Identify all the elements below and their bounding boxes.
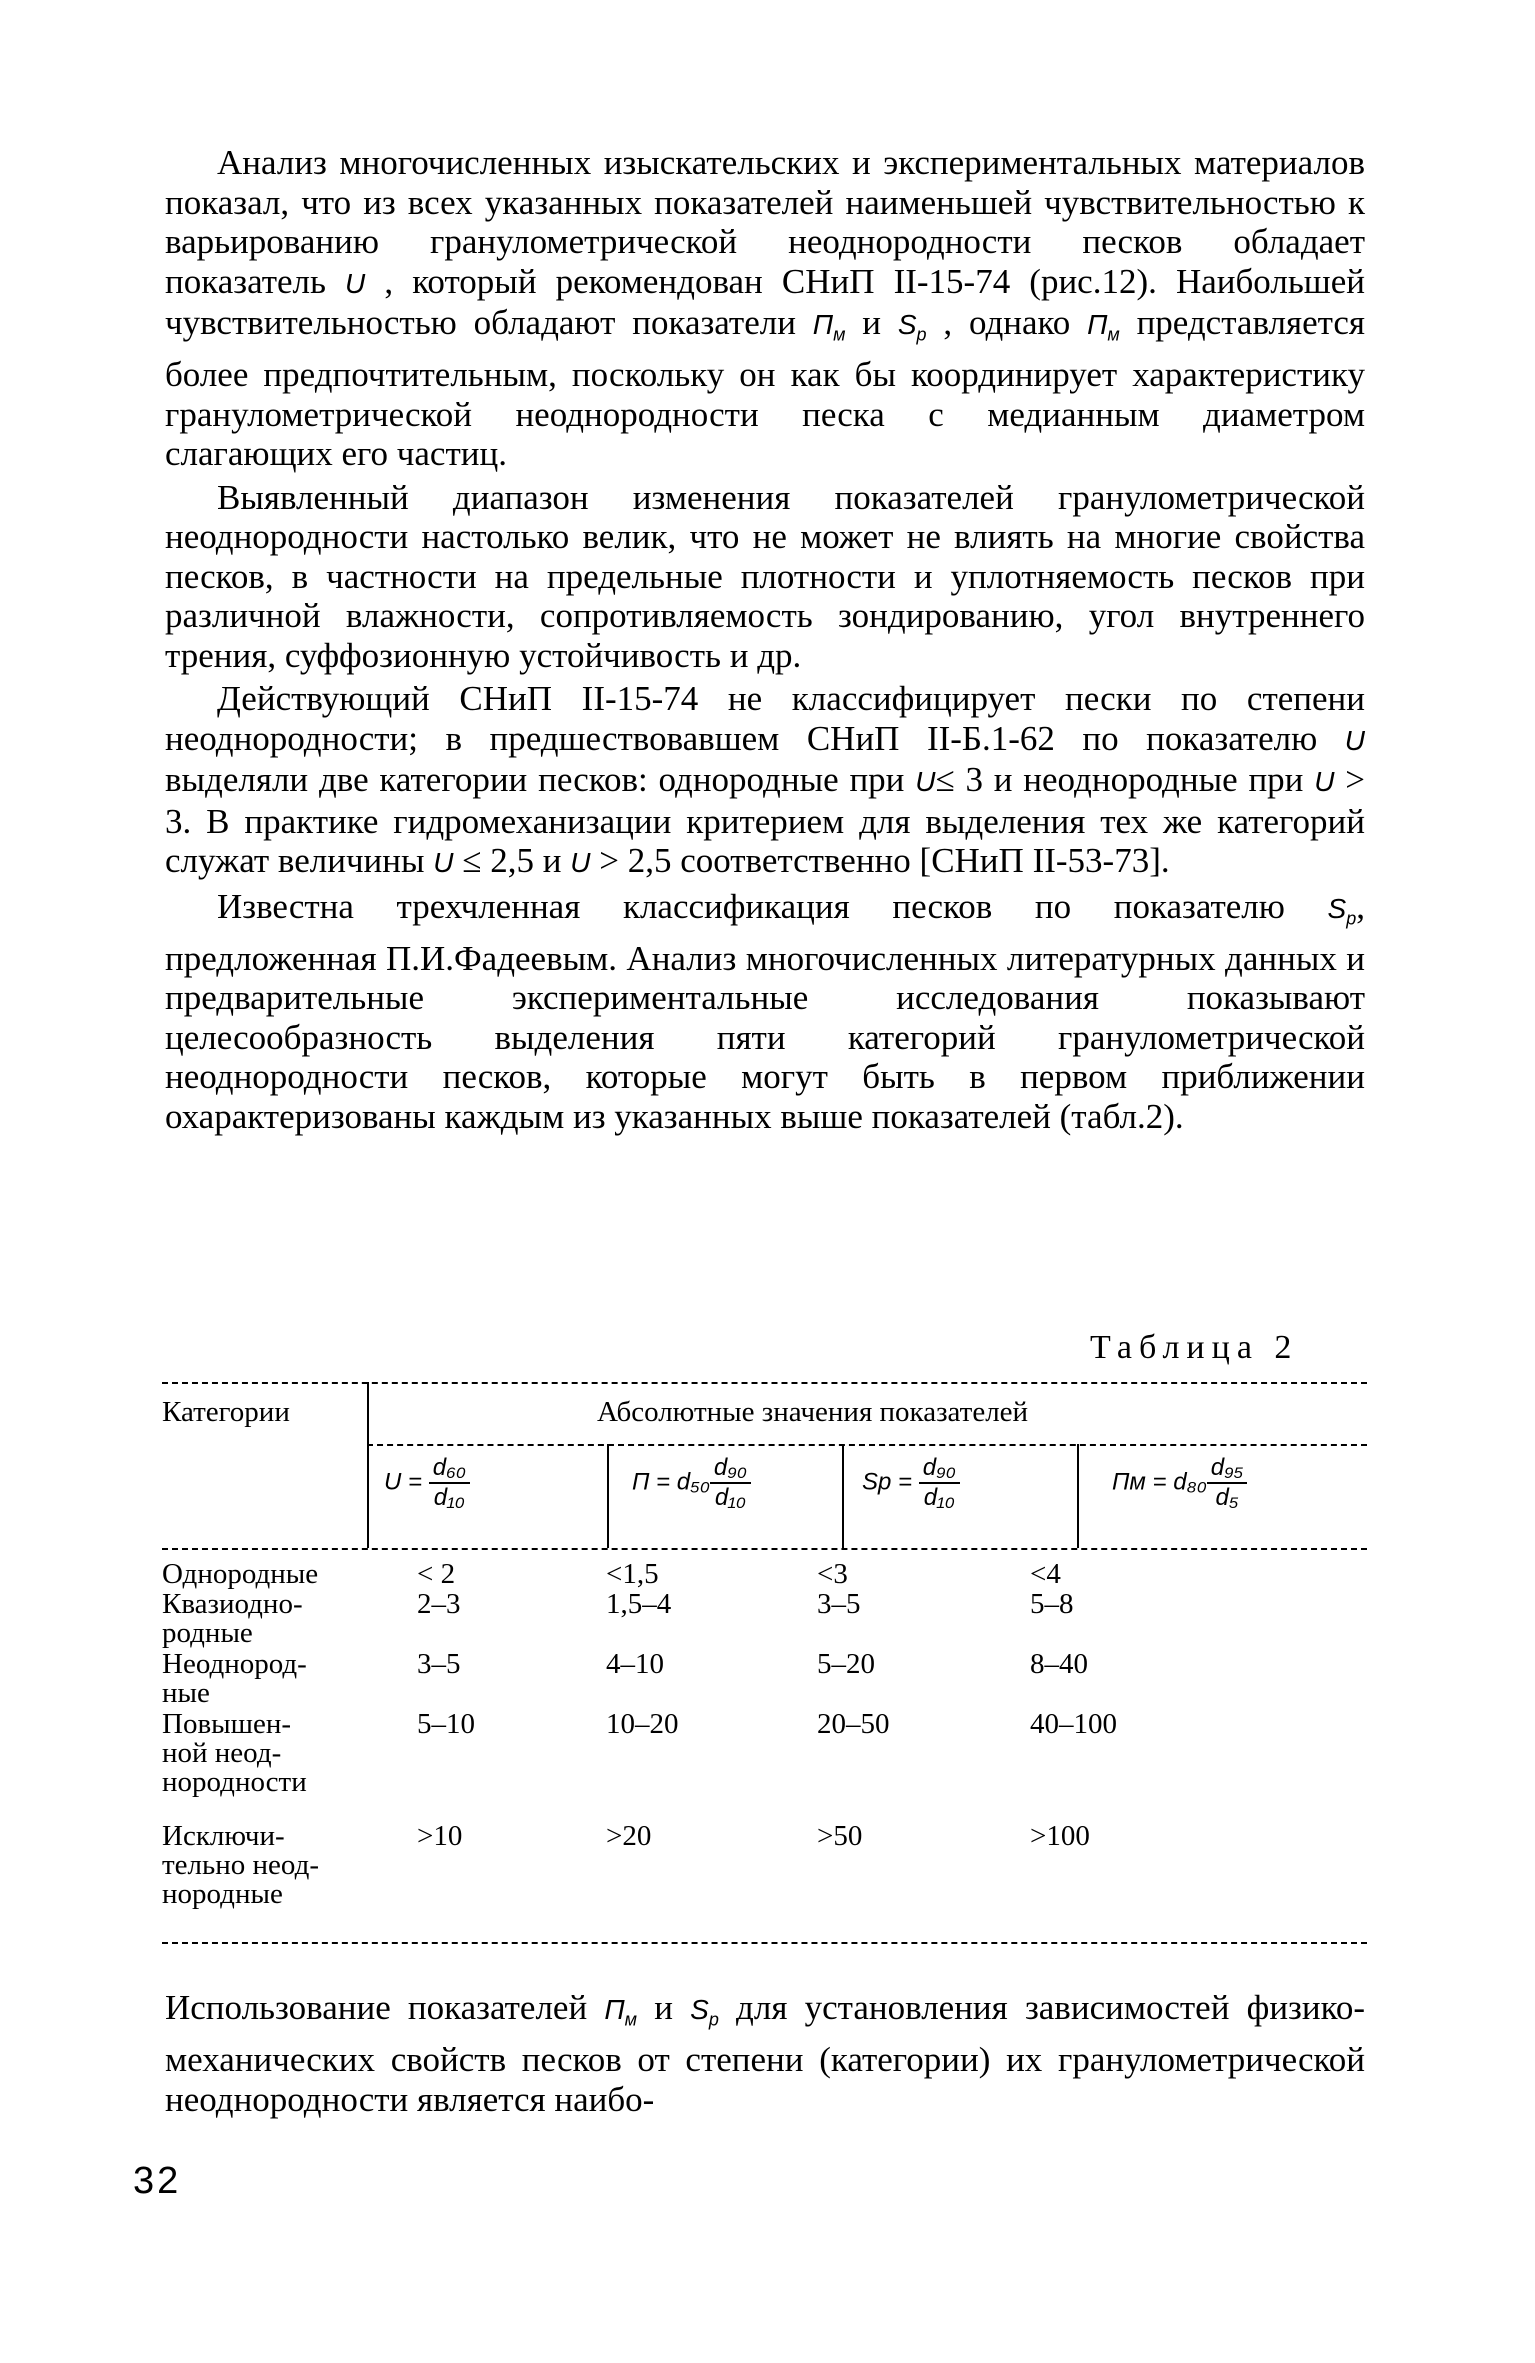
table-divider xyxy=(367,1382,369,1548)
symbol-subscript: м xyxy=(833,324,846,345)
table-value-cell: 10–20 xyxy=(606,1708,679,1740)
text-run: и xyxy=(845,303,898,342)
math-symbol xyxy=(604,1994,638,2030)
table-category-cell xyxy=(162,1590,377,1648)
table-top-rule xyxy=(162,1382,1367,1384)
header-category: Категории xyxy=(162,1396,290,1428)
text-run: , предложенная П.И.Фадеевым. Анализ многочисленных литературных данных и предварительные экспериментальные исследования показывают целесообразность выделения пяти категорий гранулометрической неоднородности песков, которые могут быть в первом приближении охарактеризованы каждым из указанных выше показателей (табл.2). xyxy=(165,886,1365,1136)
formula-denominator: d₁₀ xyxy=(923,1484,955,1511)
text-run: , который рекомендован СНиП II-15-74 (рис.12). Наибольшей чувствительностью обладают показатели xyxy=(165,261,1365,342)
formula-denominator: d₁₀ xyxy=(714,1484,746,1511)
table-value-cell: >10 xyxy=(417,1820,463,1852)
symbol-subscript: м xyxy=(624,2009,638,2030)
table-value-cell: >50 xyxy=(817,1820,863,1852)
table-value-cell: 5–8 xyxy=(1030,1588,1074,1620)
math-symbol xyxy=(690,1994,719,2030)
symbol-base: S xyxy=(690,1994,709,2025)
symbol-base: U xyxy=(1344,724,1365,756)
table-value-cell: 3–5 xyxy=(817,1588,861,1620)
paragraph-2 xyxy=(165,478,1365,676)
text-run: Действующий СНиП II-15-74 не классифицирует пески по степени неоднородности; в предшествовавшем СНиП II-Б.1-62 по показателю xyxy=(165,679,1365,758)
math-symbol xyxy=(1345,725,1365,756)
math-symbol xyxy=(915,766,935,797)
text-run: Выявленный диапазон изменения показателей гранулометрической неоднородности настолько велик, что не может не влиять на многие свойства песков, в частности на предельные плотности и уплотняемость песков при различной влажности, сопротивляемость зондированию, угол внутреннего трения, суффозионную устойчивость и др. xyxy=(165,477,1365,675)
table-value-cell: 20–50 xyxy=(817,1708,890,1740)
paragraph-3 xyxy=(165,679,1365,883)
table-2 xyxy=(162,1382,1367,1942)
text-run: Анализ многочисленных изыскательских и экспериментальных материалов показал, что из всех указанных показателей наименьшей чувствительностью к варьированию гранулометрической неоднородности песков обладает показатель xyxy=(165,143,1365,301)
symbol-base: П xyxy=(1087,309,1108,340)
math-symbol xyxy=(433,847,453,878)
symbol-base: U xyxy=(1314,766,1335,798)
symbol-base: U xyxy=(433,847,454,879)
math-symbol xyxy=(570,847,590,878)
paragraph-1 xyxy=(165,143,1365,474)
table-value-cell: < 2 xyxy=(417,1558,456,1590)
formula-sp xyxy=(862,1454,960,1516)
formula-fraction xyxy=(919,1454,960,1512)
text-run: и xyxy=(637,1988,691,2027)
table-category-cell xyxy=(162,1560,377,1589)
table-value-cell: 8–40 xyxy=(1030,1648,1088,1680)
math-symbol xyxy=(1327,892,1357,929)
text-run: > 3. В практике гидромеханизации критерием для выделения тех же категорий служат величины xyxy=(165,760,1365,881)
category-line: ные xyxy=(162,1677,210,1709)
formula-prefix: d₅₀ xyxy=(676,1468,710,1496)
text-run: для установления зависимостей физико-механических свойств песков от степени (категории) их гранулометрической неоднородности является наибо- xyxy=(165,1988,1365,2119)
table-value-cell: 3–5 xyxy=(417,1648,461,1680)
formula-numerator: d₉₀ xyxy=(919,1454,960,1484)
table-category-cell xyxy=(162,1650,377,1708)
symbol-base: U xyxy=(915,766,936,798)
table-category-cell xyxy=(162,1710,377,1797)
category-line: нородные xyxy=(162,1878,283,1910)
math-symbol xyxy=(812,309,846,345)
text-run: ≤ 2,5 и xyxy=(453,841,571,881)
symbol-subscript: р xyxy=(708,2009,719,2030)
text-run: > 2,5 соответственно [СНиП II-53-73]. xyxy=(590,841,1170,881)
formula-fraction xyxy=(1207,1454,1248,1512)
formula-denominator: d₁₀ xyxy=(433,1484,465,1511)
formula-numerator: d₆₀ xyxy=(429,1454,470,1484)
formula-lhs: Пм = xyxy=(1112,1468,1174,1496)
table-value-cell: >100 xyxy=(1030,1820,1090,1852)
formula-divider-1 xyxy=(607,1444,609,1548)
formula-lhs: Sр = xyxy=(862,1468,919,1496)
symbol-subscript: м xyxy=(1107,324,1120,345)
formula-lhs: U = xyxy=(384,1468,429,1496)
formula-lhs: П = xyxy=(632,1468,677,1496)
text-run: Известна трехчленная классификация песков по показателю xyxy=(217,886,1328,926)
formula-u xyxy=(384,1454,470,1516)
header-values: Абсолютные значения показателей xyxy=(597,1396,1029,1428)
symbol-base: S xyxy=(1327,892,1347,924)
formula-divider-3 xyxy=(1077,1444,1079,1548)
table-value-cell: >20 xyxy=(606,1820,652,1852)
header-mid-rule xyxy=(367,1444,1367,1446)
text-run: , однако xyxy=(926,303,1088,342)
table-value-cell: <1,5 xyxy=(606,1558,659,1590)
header-bottom-rule xyxy=(162,1548,1367,1550)
category-line: Квазиодно- xyxy=(162,1588,303,1620)
category-line: Однородные xyxy=(162,1558,319,1590)
text-run: представляется более предпочтительным, поскольку он как бы координирует характеристику гранулометрической неоднородности песка с медианным диаметром слагающих его частиц. xyxy=(165,303,1365,474)
text-run: Использование показателей xyxy=(165,1988,605,2027)
formula-pm xyxy=(1112,1454,1247,1516)
category-line: Исключи- xyxy=(162,1820,285,1852)
footer-paragraph xyxy=(165,1988,1365,2120)
table-value-cell: 40–100 xyxy=(1030,1708,1117,1740)
formula-numerator: d₉₀ xyxy=(710,1454,751,1484)
table-value-cell: 2–3 xyxy=(417,1588,461,1620)
formula-divider-2 xyxy=(842,1444,844,1548)
table-category-cell xyxy=(162,1822,377,1909)
formula-denominator: d₅ xyxy=(1215,1484,1239,1511)
table-caption: Таблица 2 xyxy=(1090,1329,1299,1366)
category-line: родные xyxy=(162,1617,253,1649)
page-number: 32 xyxy=(133,2160,182,2202)
body-text xyxy=(165,143,1365,1136)
math-symbol xyxy=(897,309,927,345)
table-value-cell: <3 xyxy=(817,1558,848,1590)
table-value-cell: 4–10 xyxy=(606,1648,664,1680)
math-symbol xyxy=(1087,309,1120,345)
symbol-base: U xyxy=(570,847,591,879)
table-value-cell: 1,5–4 xyxy=(606,1588,672,1620)
formula-fraction xyxy=(710,1454,751,1512)
formula-fraction xyxy=(429,1454,470,1512)
category-line: ной неод- xyxy=(162,1737,282,1769)
math-symbol xyxy=(345,268,365,299)
text-run: выделяли две категории песков: однородные при xyxy=(165,760,916,800)
table-value-cell: <4 xyxy=(1030,1558,1061,1590)
table-bottom-rule xyxy=(162,1942,1367,1944)
formula-numerator: d₉₅ xyxy=(1207,1454,1248,1484)
category-line: нородности xyxy=(162,1766,307,1798)
table-value-cell: 5–20 xyxy=(817,1648,875,1680)
math-symbol xyxy=(1314,766,1334,797)
symbol-base: U xyxy=(345,267,366,299)
category-line: тельно неод- xyxy=(162,1849,319,1881)
category-line: Повышен- xyxy=(162,1708,291,1740)
table-value-cell: 5–10 xyxy=(417,1708,475,1740)
paragraph-4 xyxy=(165,887,1365,1137)
formula-prefix: d₈₀ xyxy=(1173,1468,1207,1496)
symbol-base: П xyxy=(812,309,834,340)
category-line: Неоднород- xyxy=(162,1648,307,1680)
symbol-subscript: р xyxy=(916,324,927,345)
symbol-base: S xyxy=(897,309,917,340)
symbol-base: П xyxy=(604,1994,625,2025)
symbol-subscript: р xyxy=(1346,908,1357,929)
formula-p xyxy=(632,1454,751,1516)
text-run: ≤ 3 и неоднородные при xyxy=(935,760,1315,800)
